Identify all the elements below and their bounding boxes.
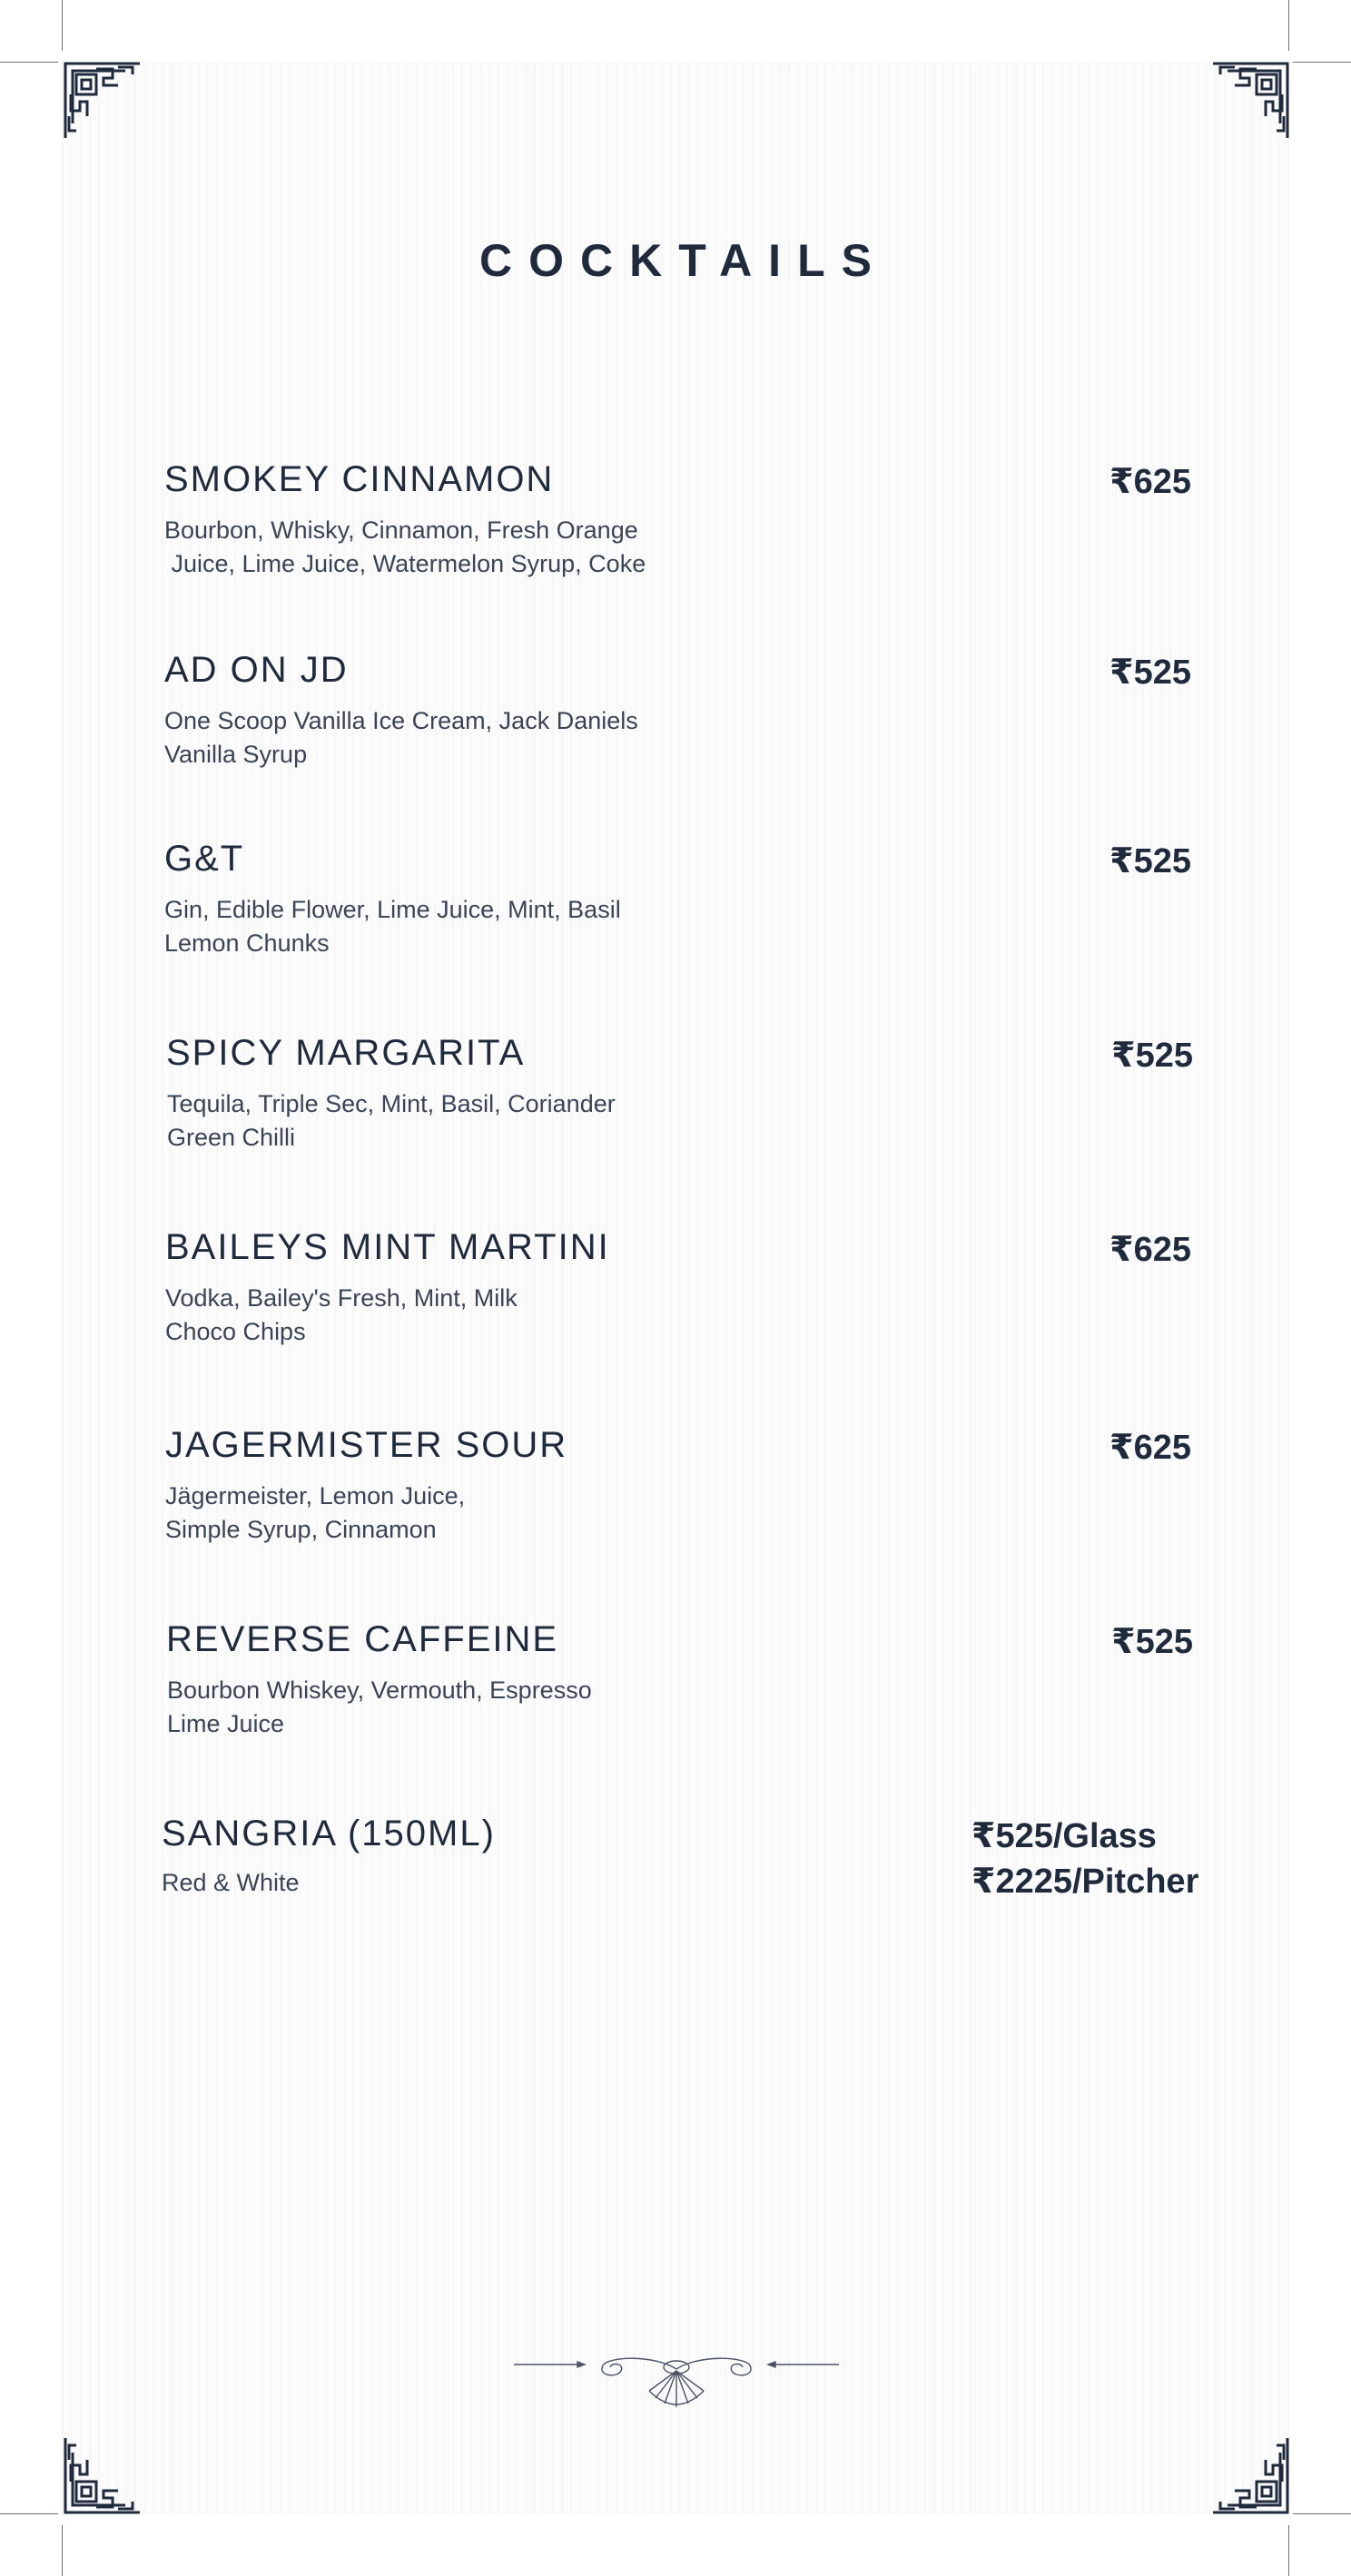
description-line: Bourbon Whiskey, Vermouth, Espresso <box>167 1676 592 1704</box>
crop-mark <box>1293 2513 1351 2514</box>
crop-mark <box>0 62 58 63</box>
crop-mark <box>62 2525 63 2576</box>
item-price: ₹625 <box>1109 463 1191 501</box>
item-price: ₹525 <box>1109 842 1191 880</box>
item-name: AD ON JD <box>164 650 349 690</box>
description-line: Green Chilli <box>167 1124 296 1151</box>
crop-mark <box>0 2513 58 2514</box>
description-line: Bourbon, Whisky, Cinnamon, Fresh Orange <box>164 516 638 544</box>
description-line: Vodka, Bailey's Fresh, Mint, Milk <box>165 1284 518 1312</box>
crop-mark <box>62 0 63 51</box>
menu-title: COCKTAILS <box>479 235 888 286</box>
description-line: Juice, Lime Juice, Watermelon Syrup, Coke <box>164 550 646 577</box>
top-left-corner-icon <box>62 60 143 142</box>
crop-mark <box>1293 62 1351 63</box>
item-price: ₹525 <box>1111 1623 1193 1661</box>
crop-mark <box>1288 2525 1289 2576</box>
sangria-price-pitcher: ₹2225/Pitcher <box>971 1863 1199 1901</box>
description-line: Vanilla Syrup <box>164 741 308 768</box>
sangria-name: SANGRIA (150ML) <box>162 1814 496 1853</box>
sangria-description: Red & White <box>162 1869 300 1896</box>
description-line: Simple Syrup, Cinnamon <box>165 1516 437 1543</box>
description-line: Gin, Edible Flower, Lime Juice, Mint, Basil <box>164 896 621 923</box>
description-line: Lemon Chunks <box>164 929 330 957</box>
item-description <box>164 893 621 960</box>
item-description <box>167 1087 616 1155</box>
bottom-left-corner-icon <box>62 2434 143 2516</box>
description-line: One Scoop Vanilla Ice Cream, Jack Daniels <box>164 707 638 734</box>
item-name: REVERSE CAFFEINE <box>166 1619 559 1659</box>
item-description <box>167 1674 592 1741</box>
bottom-right-corner-icon <box>1209 2434 1291 2516</box>
description-line: Choco Chips <box>165 1318 306 1345</box>
item-name: G&T <box>164 839 245 879</box>
item-description <box>164 704 638 772</box>
item-description <box>165 1480 465 1547</box>
item-name: SPICY MARGARITA <box>166 1033 526 1073</box>
item-price: ₹525 <box>1111 1037 1193 1075</box>
description-line: Tequila, Triple Sec, Mint, Basil, Coriander <box>167 1090 616 1117</box>
floral-flourish-icon <box>508 2351 844 2414</box>
sangria-price-glass: ₹525/Glass <box>971 1817 1157 1855</box>
item-price: ₹625 <box>1109 1231 1191 1269</box>
top-right-corner-icon <box>1209 60 1291 142</box>
item-description <box>165 1282 518 1349</box>
item-name: JAGERMISTER SOUR <box>165 1425 568 1465</box>
description-line: Lime Juice <box>167 1710 285 1737</box>
description-line: Jägermeister, Lemon Juice, <box>165 1482 466 1509</box>
item-name: BAILEYS MINT MARTINI <box>165 1227 610 1267</box>
item-price: ₹525 <box>1109 654 1191 692</box>
crop-mark <box>1288 0 1289 51</box>
item-description <box>164 514 646 581</box>
item-price: ₹625 <box>1109 1429 1191 1467</box>
item-name: SMOKEY CINNAMON <box>164 459 555 499</box>
